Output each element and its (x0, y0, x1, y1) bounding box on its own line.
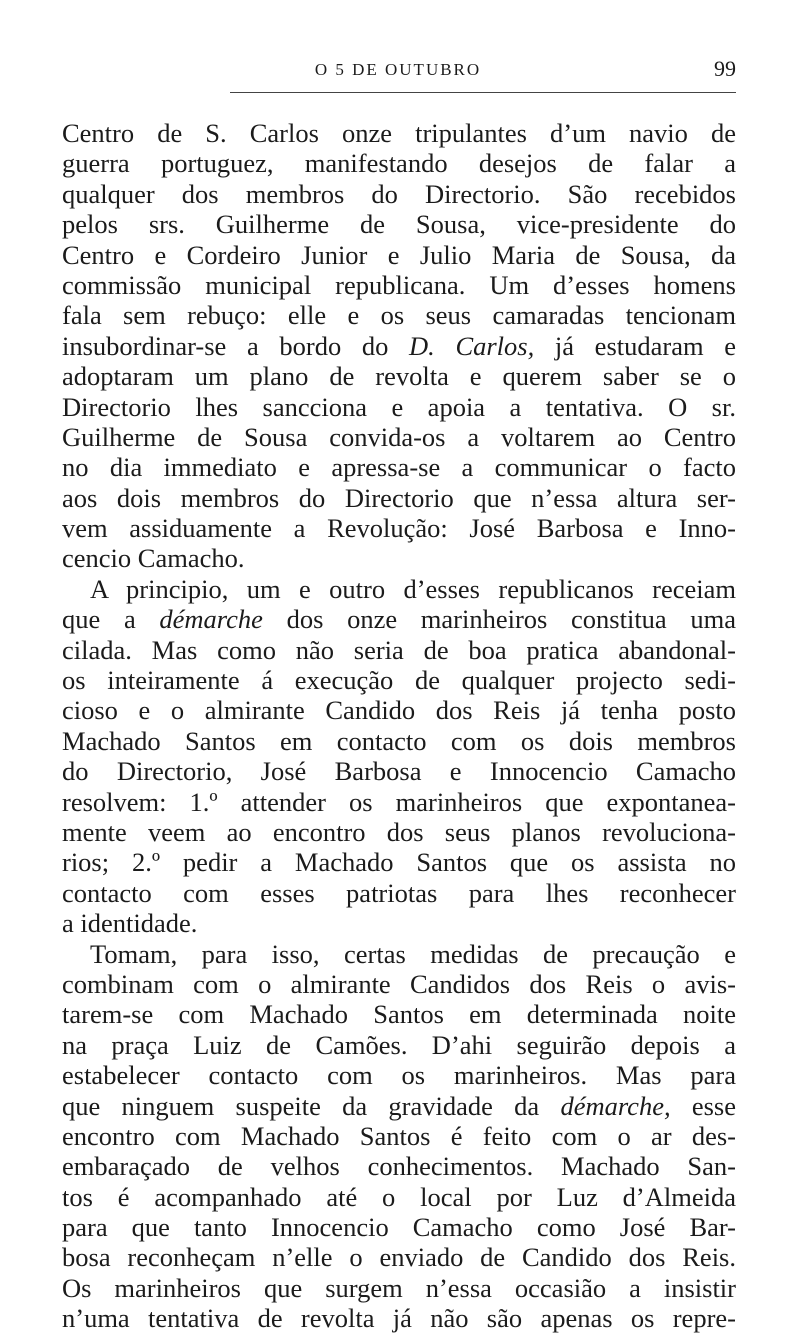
running-title: O 5 DE OUTUBRO (314, 60, 482, 79)
text-line: Centro de S. Carlos onze tripulantes d’um navio de (62, 118, 736, 148)
text-line: commissão municipal republicana. Um d’esses homens (62, 269, 736, 300)
header-rule (230, 92, 736, 93)
text-line: na praça Luiz de Camões. D’ahi seguirão depois a (62, 1029, 736, 1060)
body-text (62, 118, 736, 1334)
text-line: Machado Santos em contacto com os dois membros (62, 725, 736, 756)
text-line: Tomam, para isso, certas medidas de precaução e (90, 938, 736, 969)
text-line: bosa reconheçam n’elle o enviado de Candido dos Reis. (62, 1242, 736, 1273)
text-line: rios; 2.º pedir a Machado Santos que os assista no (62, 847, 736, 878)
text-line: n’uma tentativa de revolta já não são apenas os repre- (62, 1303, 736, 1334)
text-line: cencio Camacho. (62, 543, 245, 574)
text-line: guerra portuguez, manifestando desejos de falar a (62, 148, 736, 179)
text-line: aos dois membros do Directorio que n’essa altura ser- (62, 482, 736, 513)
text-line: A principio, um e outro d’esses republicanos receiam (90, 573, 736, 604)
text-line: Os marinheiros que surgem n’essa occasião a insistir (62, 1272, 736, 1303)
text-line: adoptaram um plano de revolta e querem saber se o (62, 361, 736, 392)
text-line: Centro e Cordeiro Junior e Julio Maria de Sousa, da (62, 239, 736, 270)
text-line: mente veem ao encontro dos seus planos revoluciona- (62, 816, 736, 847)
text-line: estabelecer contacto com os marinheiros. Mas para (62, 1060, 736, 1091)
ship-name: D. Carlos, (409, 330, 535, 361)
italic-term: démarche (159, 604, 263, 635)
text-line: cioso e o almirante Candido dos Reis já tenha posto (62, 695, 736, 726)
text-line: embaraçado de velhos conhecimentos. Machado San- (62, 1151, 736, 1182)
running-head (60, 56, 736, 90)
italic-term: démarche, (560, 1090, 671, 1121)
text-line: resolvem: 1.º attender os marinheiros que expontanea- (62, 786, 736, 817)
text-line: combinam com o almirante Candidos dos Reis o avis- (62, 968, 736, 999)
text-line: a identidade. (62, 908, 198, 939)
text-line: Directorio lhes sancciona e apoia a tentativa. O sr. (62, 391, 736, 422)
text-line: contacto com esses patriotas para lhes reconhecer (62, 877, 736, 908)
text-line: para que tanto Innocencio Camacho como José Bar- (62, 1212, 736, 1243)
text-line: qualquer dos membros do Directorio. São recebidos (62, 178, 736, 209)
text-line: no dia immediato e apressa-se a communicar o facto (62, 452, 736, 483)
page-number: 99 (714, 56, 736, 81)
text-line: encontro com Machado Santos é feito com o ar des- (62, 1120, 736, 1151)
text-line: tos é acompanhado até o local por Luz d’Almeida (62, 1181, 736, 1212)
text-line: cilada. Mas como não seria de boa pratica abandonal- (62, 634, 736, 665)
text-line: fala sem rebuço: elle e os seus camaradas tencionam (62, 300, 736, 331)
text-line: insubordinar-se a bordo do D. Carlos, já estudaram e (62, 330, 736, 361)
text-line: tarem-se com Machado Santos em determinada noite (62, 999, 736, 1030)
text-line: que a démarche dos onze marinheiros constitua uma (62, 604, 736, 635)
text-line: que ninguem suspeite da gravidade da démarche, esse (62, 1090, 737, 1121)
text-line: Guilherme de Sousa convida-os a voltarem ao Centro (62, 421, 736, 452)
text-line: do Directorio, José Barbosa e Innocencio Camacho (62, 756, 736, 787)
text-line: vem assiduamente a Revolução: José Barbosa e Inno- (62, 513, 736, 544)
text-line: os inteiramente á execução de qualquer projecto sedi- (62, 665, 736, 696)
text-line: pelos srs. Guilherme de Sousa, vice-presidente do (62, 209, 736, 240)
